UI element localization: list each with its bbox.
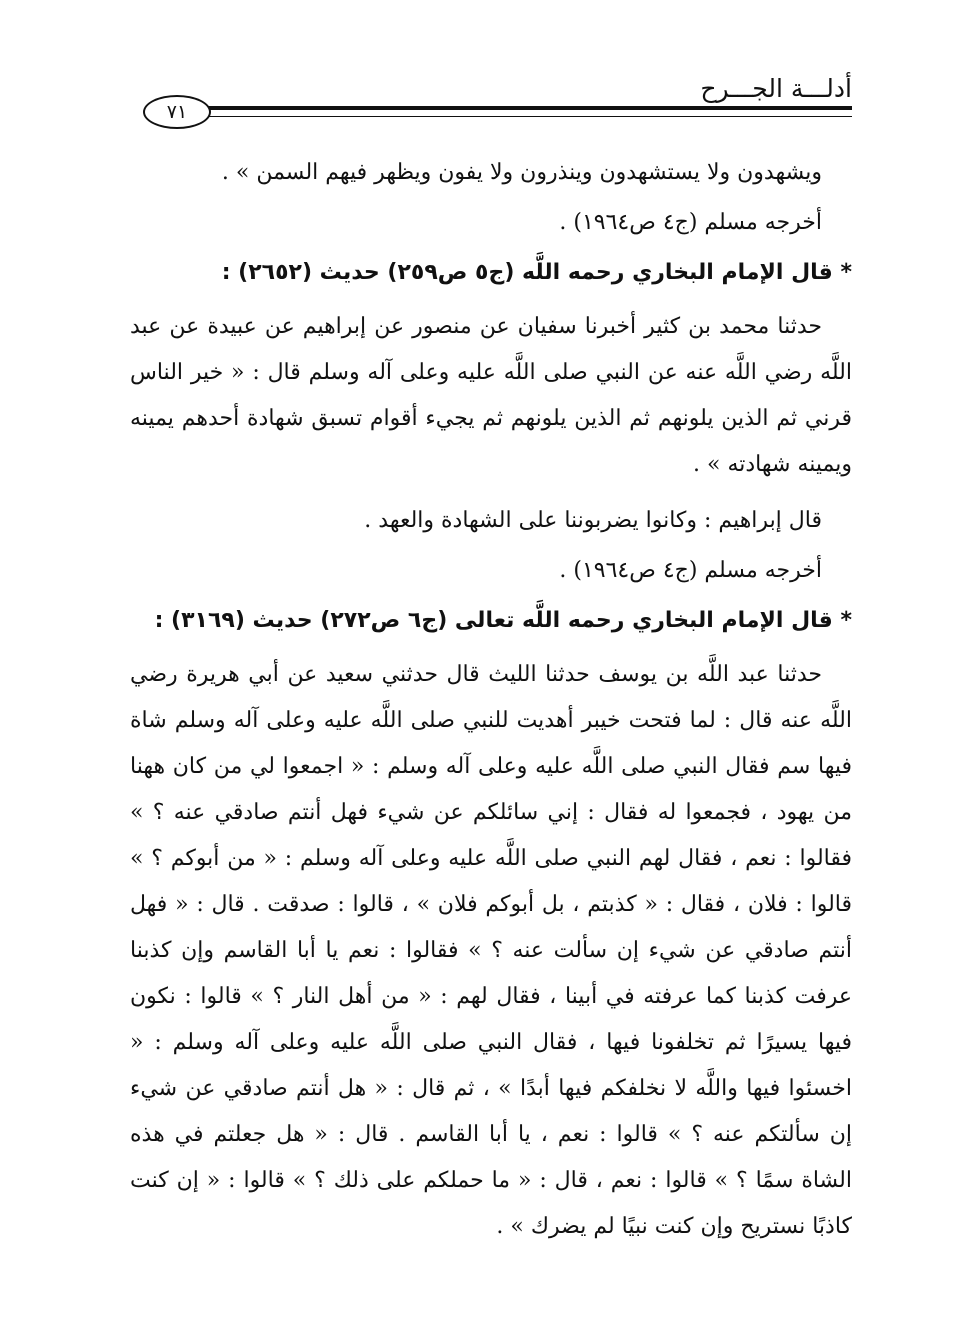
section-heading: * قال الإمام البخاري رحمه اللَّه تعالى (ج٦ ص٢٧٢) حديث (٣١٦٩) : <box>154 608 852 633</box>
header-rule-thin <box>196 116 852 117</box>
hadith-source: أخرجه مسلم (ج٤ ص١٩٦٤) . <box>559 558 822 583</box>
continuation-paragraph: ويشهدون ولا يستشهدون وينذرون ولا يفون ويظهر فيهم السمن » . <box>221 160 822 185</box>
hadith-source: أخرجه مسلم (ج٤ ص١٩٦٤) . <box>559 210 822 235</box>
section-heading: * قال الإمام البخاري رحمه اللَّه (ج٥ ص٢٥٩) حديث (٢٦٥٢) : <box>221 260 852 285</box>
running-title: أدلـــة الجـــرح <box>700 74 852 103</box>
page-body <box>130 150 852 1250</box>
hadith-paragraph: حدثنا محمد بن كثير أخبرنا سفيان عن منصور عن إبراهيم عن عبيدة عن عبد اللَّه رضي اللَّه عنه عن النبي صلى اللَّه عليه وعلى آله وسلم قال : « خير الناس قرني ثم الذين يلونهم ثم الذين يلونهم ثم يجيء أقوام تسبق شهادة أحدهم يمينه ويمينه شهادته » . <box>130 314 852 477</box>
page-number: ٧١ <box>143 95 211 129</box>
page-header <box>0 0 970 130</box>
hadith-paragraph: حدثنا عبد اللَّه بن يوسف حدثنا الليث قال حدثني سعيد عن أبي هريرة رضي اللَّه عنه قال : لما فتحت خيبر أهديت للنبي صلى اللَّه عليه وعلى آله وسلم شاة فيها سم فقال النبي صلى اللَّه عليه وعلى آله وسلم : « اجمعوا لي من كان ههنا من يهود ، فجمعوا له فقال : إني سائلكم عن شيء فهل أنتم صادقي عنه ؟ » فقالوا : نعم ، فقال لهم النبي صلى اللَّه عليه وعلى آله وسلم : « من أبوكم ؟ » قالوا : فلان ، فقال : « كذبتم ، بل أبوكم فلان » ، قالوا : صدقت . قال : « فهل أنتم صادقي عن شيء إن سألت عنه ؟ » فقالوا : نعم يا أبا القاسم وإن كذبنا عرفت كذبنا كما عرفته في أبينا ، فقال لهم : « من أهل النار ؟ » قالوا : نكون فيها يسيرًا ثم تخلفونا فيها ، فقال النبي صلى اللَّه عليه وعلى آله وسلم : « اخسئوا فيها واللَّه لا نخلفكم فيها أبدًا » ، ثم قال : « هل أنتم صادقي عن شيء إن سألتكم عنه ؟ » قالوا : نعم ، يا أبا القاسم . قال : « هل جعلتم في هذه الشاة سمًا ؟ » قالوا : نعم ، قال : « ما حملكم على ذلك ؟ » قالوا : « إن كنت كاذبًا نستريح وإن كنت نبيًا لم يضرك » . <box>130 662 852 1239</box>
hadith-paragraph: قال إبراهيم : وكانوا يضربوننا على الشهادة والعهد . <box>364 508 822 533</box>
header-rule-thick <box>196 106 852 110</box>
